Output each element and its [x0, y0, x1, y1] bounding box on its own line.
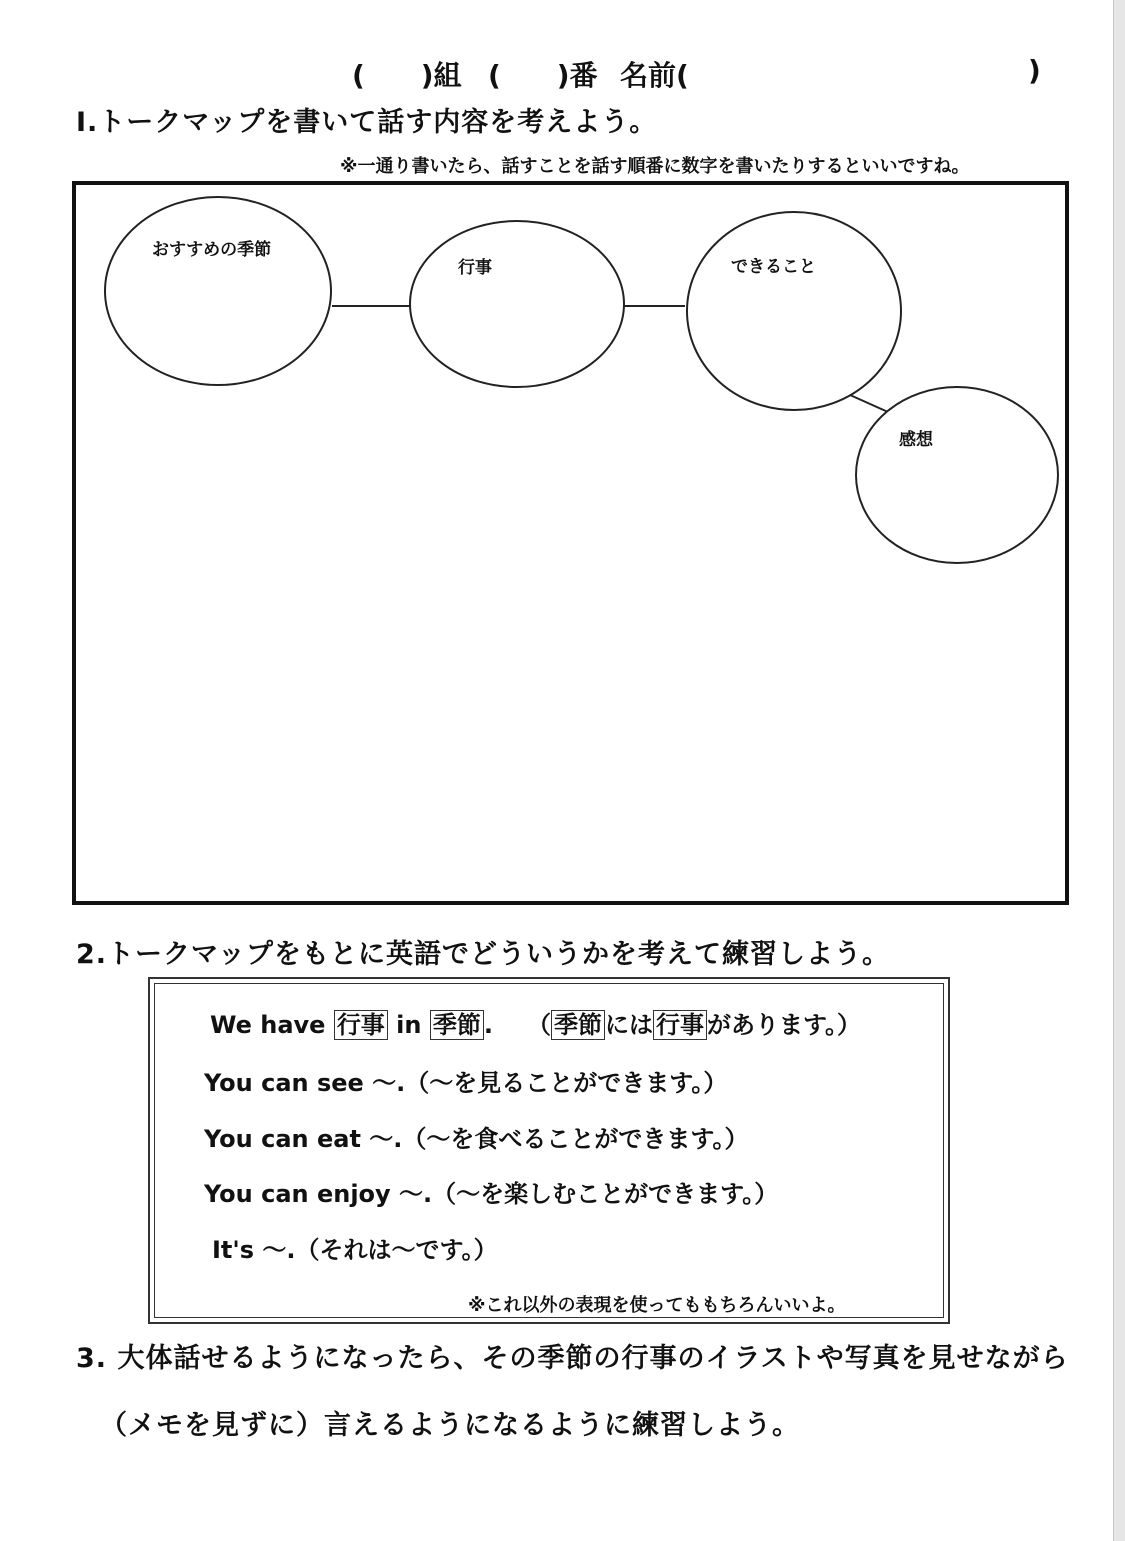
section2-title: 2.トークマップをもとに英語でどういうかを考えて練習しよう。: [76, 939, 890, 970]
section3-line-2: （メモを見ずに）言えるようになるように練習しよう。: [100, 1410, 800, 1441]
phrase-line-1-pre: We have: [210, 1011, 334, 1039]
name-field-close: ): [1028, 54, 1041, 87]
number-field[interactable]: ( )番: [488, 59, 598, 92]
bubble-label-event: 行事: [458, 258, 492, 278]
section1-note: ※一通り書いたら、話すことを話す順番に数字を書いたりするといいですね。: [340, 156, 970, 177]
phrase-line-1-jp-open: （: [526, 1011, 551, 1039]
bubble-label-can-do: できること: [731, 257, 816, 277]
connector-line: [850, 395, 888, 412]
phrase-line-1: [210, 1005, 861, 1040]
jp-season-box: 季節: [551, 1010, 605, 1040]
talk-map-area[interactable]: [72, 181, 1069, 905]
season-box: 季節: [430, 1010, 484, 1040]
bubble-label-impression: 感想: [899, 430, 933, 450]
bubble-event[interactable]: [410, 221, 624, 387]
bubble-impression[interactable]: [856, 387, 1058, 563]
phrase-line-1-mid: in: [387, 1011, 430, 1039]
phrase-line-1-dot: .: [483, 1011, 493, 1039]
bubble-label-season: おすすめの季節: [152, 240, 272, 260]
phrase-line-5: It's ～.（それは～です。）: [212, 1236, 498, 1264]
bubble-season[interactable]: [105, 197, 331, 385]
class-field[interactable]: ( )組: [352, 59, 462, 92]
phrase-box: [148, 977, 950, 1324]
section2-note: ※これ以外の表現を使ってももちろんいいよ。: [468, 1295, 846, 1316]
phrase-line-4: You can enjoy ～.（～を楽しむことができます。）: [204, 1180, 779, 1208]
name-field-label[interactable]: 名前(: [620, 59, 689, 92]
phrase-line-1-jp-ni: には: [604, 1011, 653, 1039]
phrase-line-3: You can eat ～.（～を食べることができます。）: [204, 1125, 749, 1153]
phrase-line-2: You can see ～.（～を見ることができます。）: [204, 1069, 728, 1097]
jp-event-box: 行事: [653, 1010, 707, 1040]
section3-line-1: 3. 大体話せるようになったら、その季節の行事のイラストや写真を見せながら: [76, 1343, 1069, 1374]
talk-map-diagram: [76, 185, 1065, 901]
bubble-can-do[interactable]: [687, 212, 901, 410]
section1-title: I.トークマップを書いて話す内容を考えよう。: [76, 107, 658, 138]
event-box: 行事: [334, 1010, 388, 1040]
phrase-line-1-jp-rest: があります。）: [706, 1011, 862, 1039]
